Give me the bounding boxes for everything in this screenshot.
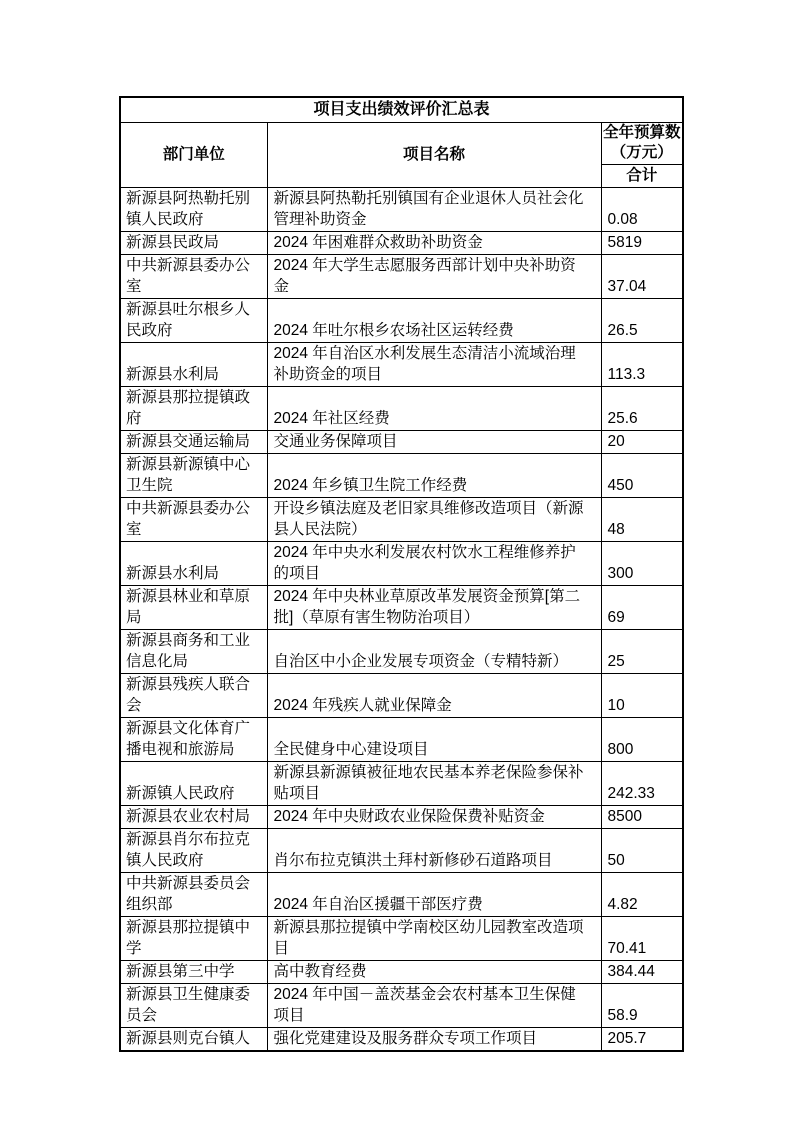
table-row xyxy=(120,298,683,342)
column-header-department: 部门单位 xyxy=(120,122,267,187)
budget-cell: 69 xyxy=(601,585,683,629)
table-row xyxy=(120,231,683,254)
table-body xyxy=(120,187,683,1051)
performance-summary-table xyxy=(119,96,684,1052)
column-header-budget: 全年预算数（万元） xyxy=(601,122,683,164)
project-cell: 2024 年吐尔根乡农场社区运转经费 xyxy=(267,298,601,342)
project-cell: 2024 年自治区水利发展生态清洁小流域治理补助资金的项目 xyxy=(267,342,601,386)
project-cell: 新源县阿热勒托别镇国有企业退休人员社会化管理补助资金 xyxy=(267,187,601,231)
project-cell: 交通业务保障项目 xyxy=(267,430,601,453)
budget-cell: 37.04 xyxy=(601,254,683,298)
project-cell: 肖尔布拉克镇洪土拜村新修砂石道路项目 xyxy=(267,828,601,872)
department-cell: 新源县新源镇中心卫生院 xyxy=(120,453,267,497)
table-row xyxy=(120,629,683,673)
table-row xyxy=(120,805,683,828)
project-cell: 2024 年中国－盖茨基金会农村基本卫生保健项目 xyxy=(267,983,601,1027)
column-header-project: 项目名称 xyxy=(267,122,601,187)
department-cell: 新源县文化体育广播电视和旅游局 xyxy=(120,717,267,761)
budget-cell: 25 xyxy=(601,629,683,673)
budget-cell: 50 xyxy=(601,828,683,872)
budget-cell: 0.08 xyxy=(601,187,683,231)
project-cell: 2024 年残疾人就业保障金 xyxy=(267,673,601,717)
project-cell: 强化党建建设及服务群众专项工作项目 xyxy=(267,1027,601,1051)
department-cell: 新源镇人民政府 xyxy=(120,761,267,805)
project-cell: 新源县那拉提镇中学南校区幼儿园教室改造项目 xyxy=(267,916,601,960)
project-cell: 高中教育经费 xyxy=(267,960,601,983)
table-row xyxy=(120,916,683,960)
table-row xyxy=(120,585,683,629)
project-cell: 2024 年乡镇卫生院工作经费 xyxy=(267,453,601,497)
budget-cell: 450 xyxy=(601,453,683,497)
department-cell: 新源县那拉提镇中学 xyxy=(120,916,267,960)
department-cell: 中共新源县委员会组织部 xyxy=(120,872,267,916)
table-row xyxy=(120,761,683,805)
department-cell: 新源县林业和草原局 xyxy=(120,585,267,629)
project-cell: 2024 年社区经费 xyxy=(267,386,601,430)
budget-cell: 58.9 xyxy=(601,983,683,1027)
budget-cell: 300 xyxy=(601,541,683,585)
budget-cell: 800 xyxy=(601,717,683,761)
table-row xyxy=(120,872,683,916)
budget-cell: 5819 xyxy=(601,231,683,254)
department-cell: 新源县肖尔布拉克镇人民政府 xyxy=(120,828,267,872)
budget-cell: 10 xyxy=(601,673,683,717)
project-cell: 2024 年中央林业草原改革发展资金预算[第二批]（草原有害生物防治项目） xyxy=(267,585,601,629)
project-cell: 全民健身中心建设项目 xyxy=(267,717,601,761)
table-row xyxy=(120,430,683,453)
table-row xyxy=(120,828,683,872)
table-row xyxy=(120,453,683,497)
department-cell: 新源县民政局 xyxy=(120,231,267,254)
table-row xyxy=(120,717,683,761)
department-cell: 新源县水利局 xyxy=(120,541,267,585)
department-cell: 新源县那拉提镇政府 xyxy=(120,386,267,430)
department-cell: 新源县第三中学 xyxy=(120,960,267,983)
title-row xyxy=(120,97,683,122)
department-cell: 新源县吐尔根乡人民政府 xyxy=(120,298,267,342)
table-row xyxy=(120,983,683,1027)
budget-cell: 26.5 xyxy=(601,298,683,342)
table-row xyxy=(120,342,683,386)
budget-cell: 384.44 xyxy=(601,960,683,983)
project-cell: 2024 年中央财政农业保险保费补贴资金 xyxy=(267,805,601,828)
budget-cell: 8500 xyxy=(601,805,683,828)
budget-cell: 20 xyxy=(601,430,683,453)
table-row xyxy=(120,541,683,585)
budget-cell: 4.82 xyxy=(601,872,683,916)
department-cell: 中共新源县委办公室 xyxy=(120,254,267,298)
header-row xyxy=(120,122,683,164)
column-header-budget-total: 合计 xyxy=(601,164,683,187)
project-cell: 2024 年困难群众救助补助资金 xyxy=(267,231,601,254)
budget-cell: 242.33 xyxy=(601,761,683,805)
budget-cell: 70.41 xyxy=(601,916,683,960)
department-cell: 新源县农业农村局 xyxy=(120,805,267,828)
project-cell: 2024 年大学生志愿服务西部计划中央补助资金 xyxy=(267,254,601,298)
table-row xyxy=(120,497,683,541)
table-row xyxy=(120,254,683,298)
department-cell: 新源县卫生健康委员会 xyxy=(120,983,267,1027)
project-cell: 新源县新源镇被征地农民基本养老保险参保补贴项目 xyxy=(267,761,601,805)
table-title: 项目支出绩效评价汇总表 xyxy=(120,97,683,122)
budget-cell: 25.6 xyxy=(601,386,683,430)
department-cell: 新源县残疾人联合会 xyxy=(120,673,267,717)
department-cell: 新源县阿热勒托别镇人民政府 xyxy=(120,187,267,231)
table-row xyxy=(120,960,683,983)
project-cell: 2024 年中央水利发展农村饮水工程维修养护的项目 xyxy=(267,541,601,585)
project-cell: 2024 年自治区援疆干部医疗费 xyxy=(267,872,601,916)
department-cell: 新源县则克台镇人 xyxy=(120,1027,267,1051)
budget-cell: 48 xyxy=(601,497,683,541)
project-cell: 开设乡镇法庭及老旧家具维修改造项目（新源县人民法院） xyxy=(267,497,601,541)
department-cell: 中共新源县委办公室 xyxy=(120,497,267,541)
department-cell: 新源县商务和工业信息化局 xyxy=(120,629,267,673)
table-row xyxy=(120,673,683,717)
project-cell: 自治区中小企业发展专项资金（专精特新） xyxy=(267,629,601,673)
table-row xyxy=(120,1027,683,1051)
budget-cell: 113.3 xyxy=(601,342,683,386)
table-row xyxy=(120,386,683,430)
department-cell: 新源县交通运输局 xyxy=(120,430,267,453)
table-row xyxy=(120,187,683,231)
department-cell: 新源县水利局 xyxy=(120,342,267,386)
budget-cell: 205.7 xyxy=(601,1027,683,1051)
